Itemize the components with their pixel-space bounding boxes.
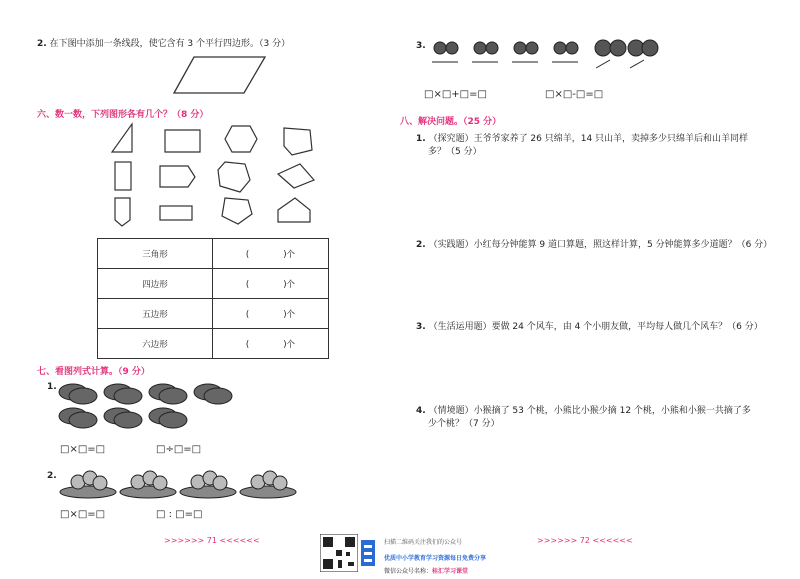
fruit-plates-image	[58, 466, 308, 500]
table-row	[98, 269, 329, 299]
wechat-line	[384, 566, 468, 575]
wechat-label: 微信公众号名称：	[384, 568, 433, 575]
table-row	[98, 239, 329, 269]
question-text: 在下图中添加一条线段，使它含有 3 个平行四边形。（3 分）	[49, 39, 291, 49]
wechat-name: 桂汇学习课堂	[432, 568, 469, 575]
problem-text-cont: 少个桃？（7 分）	[428, 419, 500, 429]
insects-image	[428, 38, 668, 80]
qr-code-icon	[320, 534, 358, 572]
section-7-title: 七、看图列式计算。（9 分）	[37, 367, 150, 377]
melon-slices-image	[58, 380, 238, 432]
question-2	[37, 38, 290, 51]
row-label: 四边形	[98, 269, 213, 299]
row-label: 六边形	[98, 329, 213, 359]
section-6-title: 六、数一数，下列图形各有几个？（8 分）	[37, 110, 209, 120]
row-answer: ( )个	[213, 329, 329, 359]
problem-text-cont: 多？（5 分）	[428, 147, 482, 157]
problem-2-number: 2.	[47, 471, 57, 481]
problem-number: 3.	[416, 322, 426, 332]
page-number-71: >>>>>> 71 <<<<<<	[164, 536, 260, 545]
row-answer: ( )个	[213, 239, 329, 269]
problem-1-number: 1.	[47, 382, 57, 392]
problem-number: 2.	[416, 240, 426, 250]
shapes-figure	[100, 122, 330, 230]
question-number: 2.	[37, 39, 47, 49]
equation-2b[interactable]: □ : □=□	[156, 509, 203, 520]
row-label: 三角形	[98, 239, 213, 269]
equation-1a[interactable]: □×□=□	[60, 444, 106, 455]
equation-2a[interactable]: □×□=□	[60, 509, 106, 520]
word-problem-1	[416, 133, 776, 159]
problem-text: （实践题）小红每分钟能算 9 道口算题，照这样计算，5 分钟能算多少道题？（6 分）	[428, 240, 773, 250]
equation-3b[interactable]: □×□-□=□	[545, 89, 604, 100]
equation-1b[interactable]: □÷□=□	[156, 444, 202, 455]
problem-number: 4.	[416, 406, 426, 416]
word-problem-2	[416, 239, 776, 252]
word-problem-4	[416, 405, 776, 431]
table-row	[98, 329, 329, 359]
problem-3-number: 3.	[416, 41, 426, 51]
row-answer: ( )个	[213, 269, 329, 299]
equation-3a[interactable]: □×□+□=□	[424, 89, 487, 100]
problem-text: （情境题）小猴摘了 53 个桃，小熊比小猴少摘 12 个桃，小熊和小猴一共摘了多	[428, 406, 751, 416]
logo-icon	[361, 540, 375, 566]
row-label: 五边形	[98, 299, 213, 329]
slogan-text: 优质中小学教育学习资源每日免费分享	[384, 555, 487, 562]
count-table	[97, 238, 329, 359]
problem-text: （生活运用题）要做 24 个风车，由 4 个小朋友做，平均每人做几个风车？（6 分）	[428, 322, 763, 332]
scan-qr-text: 扫描二维码关注我们的公众号	[384, 539, 463, 546]
problem-number: 1.	[416, 134, 426, 144]
problem-text: （探究题）王爷爷家养了 26 只绵羊，14 只山羊，卖掉多少只绵羊后和山羊同样	[428, 134, 749, 144]
word-problem-3	[416, 321, 776, 334]
table-row	[98, 299, 329, 329]
section-8-title: 八、解决问题。（25 分）	[400, 117, 502, 127]
parallelogram-figure	[172, 55, 267, 95]
row-answer: ( )个	[213, 299, 329, 329]
page-number-72: >>>>>> 72 <<<<<<	[537, 536, 633, 545]
